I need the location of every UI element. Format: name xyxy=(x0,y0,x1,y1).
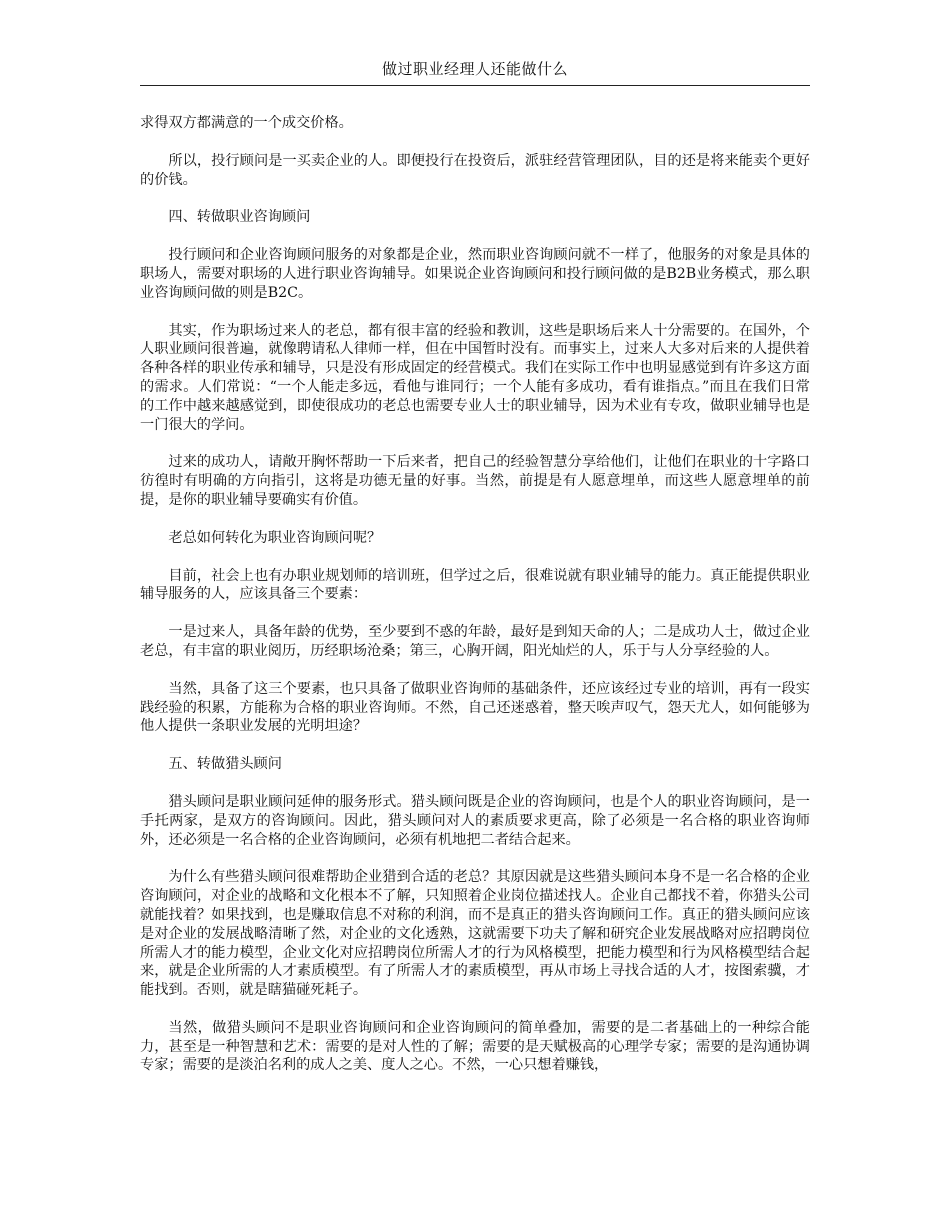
paragraph: 所以，投行顾问是一买卖企业的人。即便投行在投资后，派驻经营管理团队，目的还是将来能卖个更好的价钱。 xyxy=(140,152,810,188)
paragraph: 当然，做猎头顾问不是职业咨询顾问和企业咨询顾问的简单叠加，需要的是二者基础上的一种综合能力，甚至是一种智慧和艺术：需要的是对人性的了解；需要的是天赋极高的心理学专家；需要的是沟通协调专家；需要的是淡泊名利的成人之美、度人之心。不然，一心只想着赚钱， xyxy=(140,1019,810,1074)
paragraph: 一是过来人，具备年龄的优势，至少要到不惑的年龄，最好是到知天命的人；二是成功人士，做过企业老总，有丰富的职业阅历，历经职场沧桑；第三，心胸开阔，阳光灿烂的人，乐于与人分享经验的人。 xyxy=(140,624,810,659)
section-heading-4: 四、转做职业咨询顾问 xyxy=(168,209,311,226)
question-line: 老总如何转化为职业咨询顾问呢？ xyxy=(168,529,382,546)
paragraph: 投行顾问和企业咨询顾问服务的对象都是企业，然而职业咨询顾问就不一样了，他服务的对象是具体的职场人，需要对职场的人进行职业咨询辅导。如果说企业咨询顾问和投行顾问做的是B2B业务模式，那么职业咨询顾问做的则是B2C。 xyxy=(140,247,810,301)
paragraph: 为什么有些猎头顾问很难帮助企业猎到合适的老总？其原因就是这些猎头顾问本身不是一名合格的企业咨询顾问，对企业的战略和文化根本不了解，只知照着企业岗位描述找人。企业自己都找不着，你猎头公司就能找着？如果找到，也是赚取信息不对称的利润，而不是真正的猎头咨询顾问工作。真正的猎头顾问应该是对企业的发展战略清晰了然，对企业的文化透熟，这就需要下功夫了解和研究企业发展战略对应招聘岗位所需人才的能力模型，企业文化对应招聘岗位所需人才的行为风格模型，把能力模型和行为风格模型结合起来，就是企业所需的人才素质模型。有了所需人才的素质模型，再从市场上寻找合适的人才，按图索骥，才能找到。否则，就是瞎猫碰死耗子。 xyxy=(140,869,810,999)
paragraph: 过来的成功人，请敞开胸怀帮助一下后来者，把自己的经验智慧分享给他们，让他们在职业的十字路口彷徨时有明确的方向指引，这将是功德无量的好事。当然，前提是有人愿意埋单，而这些人愿意埋单的前提，是你的职业辅导要确实有价值。 xyxy=(140,454,810,508)
running-header-title: 做过职业经理人还能做什么 xyxy=(381,60,568,78)
paragraph: 猎头顾问是职业顾问延伸的服务形式。猎头顾问既是企业的咨询顾问，也是个人的职业咨询顾问，是一手托两家，是双方的咨询顾问。因此，猎头顾问对人的素质要求更高，除了必须是一名合格的职业咨询师外，还必须是一名合格的企业咨询顾问，必须有机地把二者结合起来。 xyxy=(140,793,810,848)
header-divider xyxy=(140,85,810,86)
paragraph: 目前，社会上也有办职业规划师的培训班，但学过之后，很难说就有职业辅导的能力。真正能提供职业辅导服务的人，应该具备三个要素： xyxy=(140,567,810,603)
document-body xyxy=(140,114,810,1094)
section-heading-5: 五、转做猎头顾问 xyxy=(168,756,282,773)
paragraph: 当然，具备了这三个要素，也只具备了做职业咨询师的基础条件，还应该经过专业的培训，再有一段实践经验的积累，方能称为合格的职业咨询师。不然，自己还迷惑着，整天唉声叹气，怨天尤人，如何能够为他人提供一条职业发展的光明坦途？ xyxy=(140,680,810,735)
paragraph-continuation: 求得双方都满意的一个成交价格。 xyxy=(140,115,353,131)
paragraph: 其实，作为职场过来人的老总，都有很丰富的经验和教训，这些是职场后来人十分需要的。在国外，个人职业顾问很普遍，就像聘请私人律师一样，但在中国暂时没有。而事实上，过来人大多对后来的人提供着各种各样的职业传承和辅导，只是没有形成固定的经营模式。我们在实际工作中也明显感觉到有许多这方面的需求。人们常说：“一个人能走多远，看他与谁同行；一个人能有多成功，看有谁指点。”而且在我们日常的工作中越来越感觉到，即使很成功的老总也需要专业人士的职业辅导，因为术业有专攻，做职业辅导也是一门很大的学问。 xyxy=(140,322,810,433)
